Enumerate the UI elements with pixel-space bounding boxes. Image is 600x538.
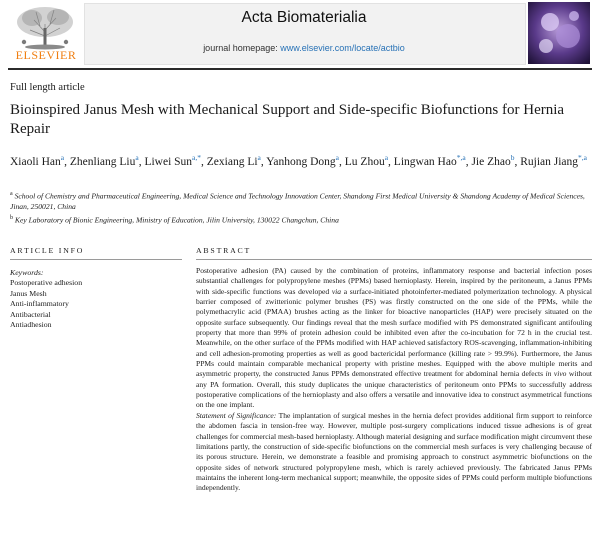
author-affiliation-marker[interactable]: b [510, 153, 515, 162]
keyword-item: Antiadhesion [10, 320, 52, 329]
abstract-rule [196, 259, 592, 260]
author-affiliation-marker[interactable]: a [384, 153, 389, 162]
article-info-heading: ARTICLE INFO [10, 246, 85, 255]
homepage-prefix: journal homepage: [203, 43, 281, 53]
affiliation-key: b [10, 214, 13, 221]
abstract-body [196, 266, 592, 494]
keyword-list [10, 278, 82, 331]
homepage-link[interactable]: www.elsevier.com/locate/actbio [280, 43, 405, 53]
keyword-item: Antibacterial [10, 309, 51, 319]
journal-homepage-line [84, 43, 524, 53]
publisher-wordmark: ELSEVIER [15, 48, 77, 62]
abstract-heading: ABSTRACT [196, 246, 252, 255]
keywords-label: Keywords: [10, 268, 44, 277]
affiliation-b [10, 213, 590, 226]
author-affiliation-marker[interactable]: a [335, 153, 340, 162]
author-name[interactable]: Zexiang Li [206, 155, 258, 168]
author-affiliation-marker[interactable]: a [135, 153, 139, 162]
author-list: Xiaoli Han$^a$, Zhenliang Liu$^a$, Liwei Sun$^{a,*}$, Zexiang Li$^a$, Yanhong Dong$^a$, Lu Zhou$^a$, Lingwan Hao$^{*,a}$, Jie Zhao$^b$, Rujian Jiang$^{*,a}$ [10, 153, 588, 168]
author-affiliation-marker[interactable]: *,a [456, 153, 466, 162]
author-name[interactable]: Jie Zhao [471, 155, 511, 168]
journal-title: Acta Biomaterialia [241, 9, 367, 26]
author-name[interactable]: Liwei Sun [144, 155, 193, 168]
author-name[interactable]: Lu Zhou [344, 155, 385, 168]
affiliation-text: School of Chemistry and Pharmaceutical Engineering, Medical Science and Technology Innovation Center, Shandong First Medical University & Shandong Academy of Medical Sciences, Jinan, 250021, China [10, 191, 585, 212]
abstract-paragraph: Postoperative adhesion (PA) caused by the combination of proteins, inflammatory response and bacterial infection poses substantial challenges for polypropylene meshes (PPMs) based hernioplasty. Herein, inspired by the peritoneum, a Janus PPMs with side-specific functions was developed via a surface-initiated photoinferter-mediated polymerization technology. A physical barrier composed of zwitterionic polymer brushes (PS) was firstly constructed on the one side of the PPMs, while the polymethacrylic acid (PMAA) brushes acting as the linker for bioactive nanoparticles (HAP) were precisely situated on the opposite surface subsequently. Our findings reveal that the mesh surface modified with PS demonstrated significant antifouling property that more than 99% of protein adhesion could be inhibited even after the co-incubation for 72 h in the crucial test. Meanwhile, on the other surface of the PPMs modified with HAP achieved satisfactory ROS-scavenging, inflammation-inhibiting and cell adhesion-promoting properties as well as good bactericidal performance (killing rate > 99.9%). Furthermore, the Janus PPMs could maintain comparable mechanical property with pristine meshes. Equipped with the above multiple merits and asymmetric property, the constructed Janus PPMs demonstrated effective treatment for abdominal hernia defects in vivo without any PA formation. Overall, this study duplicates the unique characteristics of peritoneum onto PPMs to successfully address postoperative complications of the hernioplasty and also offers a versatile and innovative idea to construct asymmetrical functions on the one implant. [196, 266, 593, 410]
author-name[interactable]: Xiaoli Han [10, 155, 61, 168]
author-affiliation-marker[interactable]: a [60, 153, 65, 162]
keyword-item: Anti-inflammatory [10, 299, 69, 308]
article-type: Full length article [10, 82, 85, 93]
author-name[interactable]: Lingwan Hao [393, 155, 457, 168]
affiliation-text: Key Laboratory of Bionic Engineering, Ministry of Education, Jilin University, 130022 Changchun, China [14, 215, 339, 225]
article-info-rule [10, 259, 182, 260]
author-name[interactable]: Rujian Jiang [520, 155, 579, 168]
journal-cover-image [528, 2, 590, 64]
paper-title: Bioinspired Janus Mesh with Mechanical Support and Side-specific Biofunctions for Hernia Repair [10, 102, 565, 137]
author-affiliation-marker[interactable]: *,a [578, 153, 588, 162]
keyword-item: Postoperative adhesion [10, 278, 83, 287]
affiliation-key: a [10, 191, 13, 197]
author-name[interactable]: Yanhong Dong [266, 155, 336, 168]
statement-of-significance: Statement of Significance: The implantation of surgical meshes in the hernia defect provides additional firm support to reinforce the abdomen fascia in tension-free way. However, multiple post-surgery complications induced tissue adhesions is of great challenges for commercial mesh-based hernioplasty. Although material designing and surface modification might circumvent these limitations partly, the construction of side-specific biofunctions on the commercial mesh surfaces is very challenging because of its porous structure. Herein, we demonstrate a feasible and promising approach to construct asymmetric biofunctions on the opposite sides of network structured polypropylene mesh, which is rarely achieved previously. The fabricated Janus PPMs maintains the inherent long-term mechanical support; meanwhile, the opposite sides of PPMs could perform multiple biofunctions independently. [196, 410, 592, 493]
header-divider [8, 68, 592, 70]
affiliation-a [10, 189, 590, 213]
affiliation-list [10, 189, 590, 226]
author-name[interactable]: Zhenliang Liu [69, 155, 136, 168]
author-affiliation-marker[interactable]: a [257, 153, 261, 162]
author-affiliation-marker[interactable]: a,* [192, 153, 202, 162]
keyword-item: Janus Mesh [10, 288, 47, 298]
significance-label: Statement of Significance: [196, 410, 277, 420]
